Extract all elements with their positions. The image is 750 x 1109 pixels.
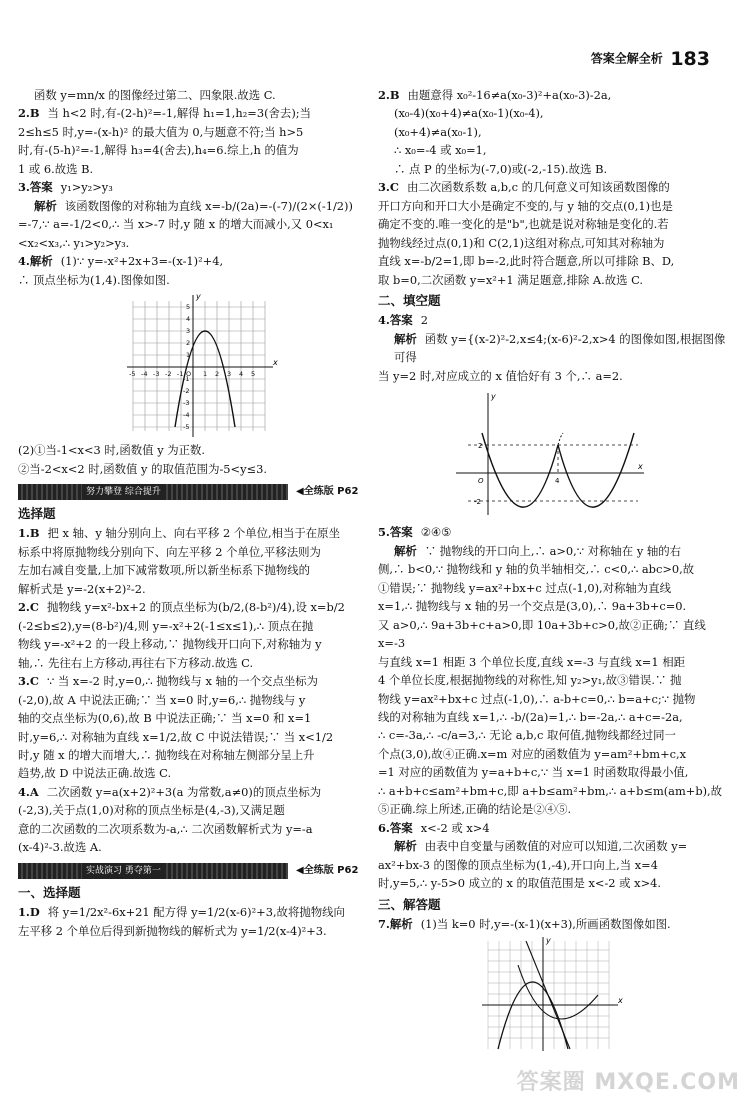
- tick-label: -2: [165, 370, 172, 379]
- question-number: 3.C: [18, 674, 39, 689]
- text-line: 个点(3,0),故④正确.x=m 对应的函数值为 y=am²+bm+c,x: [378, 746, 687, 761]
- s2-q1-block: [18, 903, 370, 940]
- r-q3-block: [378, 178, 730, 289]
- r-q6-block: [378, 819, 730, 893]
- text-line: (-2,0),故 A 中说法正确;∵ 当 x=0 时,y=6,∴ 抛物线与 y: [18, 692, 306, 707]
- question-number: 2.B: [378, 88, 400, 102]
- text-line: 2≤h≤5 时,y=-(x-h)² 的最大值为 0,与题意不符;当 h>5: [18, 124, 304, 139]
- r-q2-block: [378, 86, 730, 178]
- text-line: 左加右减自变量,上加下减常数项,所以新坐标系下抛物线的: [18, 563, 311, 578]
- text-line: (x₀-4)(x₀+4)≠a(x₀-1)(x₀-4),: [394, 106, 544, 121]
- text-line: ∴ 顶点坐标为(1,4).图像如图.: [18, 272, 170, 287]
- band-text: 努力攀登 综合提升: [82, 484, 165, 500]
- tick-label: 4: [186, 315, 191, 324]
- section-band-1: [18, 484, 370, 500]
- parabola-curve: [498, 982, 568, 1049]
- analysis-label: 解析: [394, 331, 417, 346]
- text-line: 由题意得 x₀²-16≠a(x₀-3)²+a(x₀-3)-2a,: [407, 88, 612, 102]
- text-line: 4 个单位长度,根据抛物线的对称性,知 y₂>y₁,故③错误.∵ 抛: [378, 673, 682, 688]
- question-number: 1.D: [18, 905, 40, 920]
- band-version: ◀全练版 P62: [296, 486, 359, 498]
- parabola-graph-7: [478, 935, 628, 1055]
- text-line: 时,y 随 x 的增大而增大,∴ 抛物线在对称轴左侧部分呈上升: [18, 747, 315, 762]
- text-line: ∴ x₀=-4 或 x₀=1,: [394, 143, 487, 158]
- text-line: ax²+bx-3 的图像的顶点坐标为(1,-4),开口向上,当 x=4: [378, 857, 658, 872]
- q3-block: [18, 178, 370, 252]
- s1-q3-block: [18, 672, 370, 783]
- band-version: ◀全练版 P62: [296, 864, 359, 876]
- s1-q2-block: [18, 598, 370, 672]
- analysis-label: 解析: [394, 839, 417, 854]
- x-tick-labels: [129, 370, 255, 378]
- text-line: =1 对应的函数值为 y=a+b+c,∵ 当 x=1 时函数取得最小值,: [378, 765, 689, 780]
- tick-label: -2: [474, 498, 481, 507]
- text-line: (-2,3),关于点(1,0)对称的顶点坐标是(4,-3),又满足题: [18, 803, 285, 818]
- grid: [133, 301, 265, 431]
- piecewise-graph: [448, 389, 648, 519]
- parabola-graph-1: [123, 291, 293, 441]
- text-line: ①错误;∵ 抛物线 y=ax²+bx+c 过点(-1,0),对称轴为直线: [378, 580, 671, 595]
- text-line: 直线 x=-b/2=1,即 b=-2,此时符合题意,所以可排除 B、D,: [378, 254, 675, 269]
- r-q7-block: [378, 915, 730, 1055]
- tick-label: -4: [183, 411, 190, 420]
- intro-line: 函数 y=mn/x 的图像经过第二、四象限.故选 C.: [34, 88, 276, 102]
- text-line: 抛物线经过点(0,1)和 C(2,1)这组对称点,可知其对称轴为: [378, 235, 665, 250]
- answer-text: x<-2 或 x>4: [420, 820, 490, 835]
- question-number: 1.B: [18, 526, 40, 541]
- text-line: (1)∵ y=-x²+2x+3=-(x-1)²+4,: [60, 254, 224, 269]
- text-line: 当 y=2 时,对应成立的 x 值恰好有 3 个,∴ a=2.: [378, 368, 623, 383]
- tick-label: 2: [186, 339, 191, 348]
- watermark-logo: 答案圈 MXQE.COM: [516, 1070, 740, 1096]
- x-axis-label: x: [273, 358, 278, 368]
- tick-label: 1: [186, 351, 191, 360]
- question-number: 7.解析: [378, 916, 413, 931]
- text-line: 二次函数 y=a(x+2)²+3(a 为常数,a≠0)的顶点坐标为: [46, 784, 322, 799]
- tick-label: 3: [186, 327, 191, 336]
- tick-label: 5: [186, 303, 191, 312]
- section-title: 三、解答题: [378, 896, 441, 912]
- section-title: 二、填空题: [378, 293, 441, 309]
- section-title: 一、选择题: [18, 884, 81, 900]
- question-number: 4.A: [18, 784, 39, 799]
- tick-label: O: [478, 477, 484, 486]
- text-line: 抛物线 y=x²-bx+2 的顶点坐标为(b/2,(8-b²)/4),设 x=b/2: [46, 600, 345, 615]
- text-line: (1)当 k=0 时,y=-(x-1)(x+3),所画函数图像如图.: [420, 916, 671, 931]
- question-number: 2.C: [18, 600, 39, 615]
- tick-label: 4: [239, 370, 244, 379]
- r-q4-block: [378, 311, 730, 519]
- tick-label: 4: [555, 477, 560, 486]
- q3-answer: y₁>y₂>y₃: [60, 180, 113, 195]
- header-title: 答案全解全析: [590, 51, 663, 66]
- text-line: 该函数图像的对称轴为直线 x=-b/(2a)=-(-7)/(2×(-1/2)): [64, 198, 353, 213]
- answer-text: ②④⑤: [420, 525, 452, 540]
- x-axis-label: x: [618, 996, 623, 1006]
- text-line: (x₀+4)≠a(x₀-1),: [394, 124, 482, 139]
- y-axis-label: y: [491, 392, 496, 402]
- text-line: 解析式是 y=-2(x+2)²-2.: [18, 581, 146, 596]
- right-column: [378, 86, 730, 1055]
- text-line: <x₂<x₃,∴ y₁>y₂>y₃.: [18, 235, 130, 250]
- text-line: ∵ 抛物线的开口向上,∴ a>0,∵ 对称轴在 y 轴的右: [424, 543, 682, 558]
- text-line: 确定不变的.唯一变化的是"b",也就是说对称轴是变化的.若: [378, 217, 669, 232]
- tick-label: O: [186, 370, 192, 379]
- text-line: 函数 y={(x-2)²-2,x≤4;(x-6)²-2,x>4 的图像如图,根据图像可得: [394, 331, 726, 365]
- text-line: 时,有-(5-h)²=-1,解得 h₃=4(舍去),h₄=6.综上,h 的值为: [18, 143, 299, 158]
- text-line: 时,y=6,∴ 对称轴为直线 x=1/2,故 C 中说法错误;∵ 当 x<1/2: [18, 729, 334, 744]
- text-line: 将 y=1/2x²-6x+21 配方得 y=1/2(x-6)²+3,故将抛物线向: [47, 905, 345, 920]
- text-line: ②当-2<x<2 时,函数值 y 的取值范围为-5<y≤3.: [18, 461, 267, 476]
- section-band-2: [18, 863, 370, 879]
- tick-label: -3: [183, 399, 190, 408]
- page-number: 183: [670, 48, 710, 70]
- text-line: (x-4)²-3.故选 A.: [18, 840, 102, 855]
- tick-label: 3: [227, 370, 232, 379]
- tick-label: -5: [129, 370, 136, 379]
- q2-block: [18, 104, 370, 178]
- text-line: (-2≤b≤2),y=(8-b²)/4,则 y=-x²+2(-1≤x≤1),∴ 顶点在抛: [18, 618, 314, 633]
- q3-number: 3.答案: [18, 180, 53, 195]
- text-line: 由二次函数系数 a,b,c 的几何意义可知该函数图像的: [406, 180, 670, 195]
- parabola-right: [558, 433, 634, 507]
- tick-label: 2: [215, 370, 220, 379]
- text-line: 线的对称轴为直线 x=1,∴ -b/(2a)=1,∴ b=-2a,∴ a+c=-2a,: [378, 709, 683, 724]
- text-line: (2)①当-1<x<3 时,函数值 y 为正数.: [18, 443, 206, 458]
- section-title: 选择题: [18, 506, 56, 522]
- r-q5-block: [378, 523, 730, 819]
- question-number: 6.答案: [378, 820, 413, 835]
- parabola-left-dashed: [558, 433, 563, 445]
- y-axis-label: y: [546, 936, 551, 946]
- s1-q4-block: [18, 783, 370, 857]
- question-number: 5.答案: [378, 525, 413, 540]
- text-line: x=1,∴ 抛物线与 x 轴的另一个交点是(3,0),∴ 9a+3b+c=0.: [378, 599, 687, 614]
- text-line: 物线 y=-x²+2 的一段上移动,∵ 抛物线开口向下,对称轴为 y: [18, 637, 322, 652]
- line-curve: [518, 965, 598, 1019]
- question-number: 3.C: [378, 180, 399, 195]
- y-axis-label: y: [196, 292, 201, 302]
- text-line: 轴,∴ 先往右上方移动,再往右下方移动.故选 C.: [18, 655, 254, 670]
- tick-label: 2: [478, 442, 483, 451]
- text-line: 意的二次函数的二次项系数为-a,∴ 二次函数解析式为 y=-a: [18, 821, 313, 836]
- text-line: 轴的交点坐标为(0,6),故 B 中说法正确;∵ 当 x=0 和 x=1: [18, 711, 312, 726]
- left-column: [18, 86, 370, 940]
- text-line: ∴ 点 P 的坐标为(-7,0)或(-2,-15).故选 B.: [394, 161, 608, 176]
- answer-text: 2: [420, 313, 428, 328]
- band-text: 实战演习 勇夺第一: [82, 863, 165, 879]
- x-axis-label: x: [638, 462, 643, 472]
- text-line: 当 h<2 时,有-(2-h)²=-1,解得 h₁=1,h₂=3(舍去);当: [47, 106, 311, 121]
- page-header: [591, 44, 710, 75]
- tick-label: 5: [251, 370, 256, 379]
- text-line: ∴ a+b+c≤am²+bm+c,即 a+b≤am²+bm,∴ a+b≤m(am+b),故⑤正确.综上所述,正确的结论是②④⑤.: [378, 783, 723, 817]
- q2-number: 2.B: [18, 106, 40, 121]
- text-line: 物线 y=ax²+bx+c 过点(-1,0),∴ a-b+c=0,∴ b=a+c;∵ 抛物: [378, 691, 696, 706]
- text-line: 标系中将原抛物线分别向下、向左平移 2 个单位,平移法则为: [18, 544, 321, 559]
- question-number: 4.答案: [378, 313, 413, 328]
- text-line: 趋势,故 D 中说法正确.故选 C.: [18, 766, 172, 781]
- text-line: 取 b=0,二次函数 y=x²+1 满足题意,排除 A.故选 C.: [378, 272, 644, 287]
- text-line: 左平移 2 个单位后得到新抛物线的解析式为 y=1/2(x-4)²+3.: [18, 923, 327, 938]
- tick-label: -4: [141, 370, 148, 379]
- text-line: 侧,∴ b<0,∵ 抛物线和 y 轴的负半轴相交,∴ c<0,∴ abc>0,故: [378, 562, 695, 577]
- analysis-label: 解析: [34, 198, 57, 213]
- text-line: 把 x 轴、y 轴分别向上、向右平移 2 个单位,相当于在原坐: [47, 526, 340, 541]
- text-line: =-7,∵ a=-1/2<0,∴ 当 x>-7 时,y 随 x 的增大而减小,又 0<x₁: [18, 217, 334, 232]
- tick-label: -2: [183, 387, 190, 396]
- text-line: ∵ 当 x=-2 时,y=0,∴ 抛物线与 x 轴的一个交点坐标为: [46, 674, 319, 689]
- tick-label: -1: [177, 370, 184, 379]
- text-line: ∴ c=-3a,∴ -c/a=3,∴ 无论 a,b,c 取何值,抛物线都经过同一: [378, 728, 676, 743]
- tick-label: -1: [183, 375, 190, 384]
- q4-block: [18, 252, 370, 478]
- analysis-label: 解析: [394, 543, 417, 558]
- s1-q1-block: [18, 524, 370, 598]
- text-line: 由表中自变量与函数值的对应可以知道,二次函数 y=: [424, 839, 688, 854]
- text-line: 1 或 6.故选 B.: [18, 161, 94, 176]
- tick-label: 1: [203, 370, 208, 379]
- tick-label: -3: [153, 370, 160, 379]
- text-line: 开口方向和开口大小是确定不变的,与 y 轴的交点(0,1)也是: [378, 198, 673, 213]
- text-line: 又 a>0,∴ 9a+3b+c+a>0,即 10a+3b+c>0,故②正确;∵ 直线 x=-3: [378, 617, 706, 651]
- text-line: 时,y=5,∴ y-5>0 成立的 x 的取值范围是 x<-2 或 x>4.: [378, 876, 662, 891]
- tick-label: -5: [183, 423, 190, 432]
- q4-number: 4.解析: [18, 254, 53, 269]
- parabola-left: [482, 433, 558, 507]
- text-line: 与直线 x=1 相距 3 个单位长度,直线 x=-3 与直线 x=1 相距: [378, 654, 685, 669]
- slant-line: [526, 941, 570, 1049]
